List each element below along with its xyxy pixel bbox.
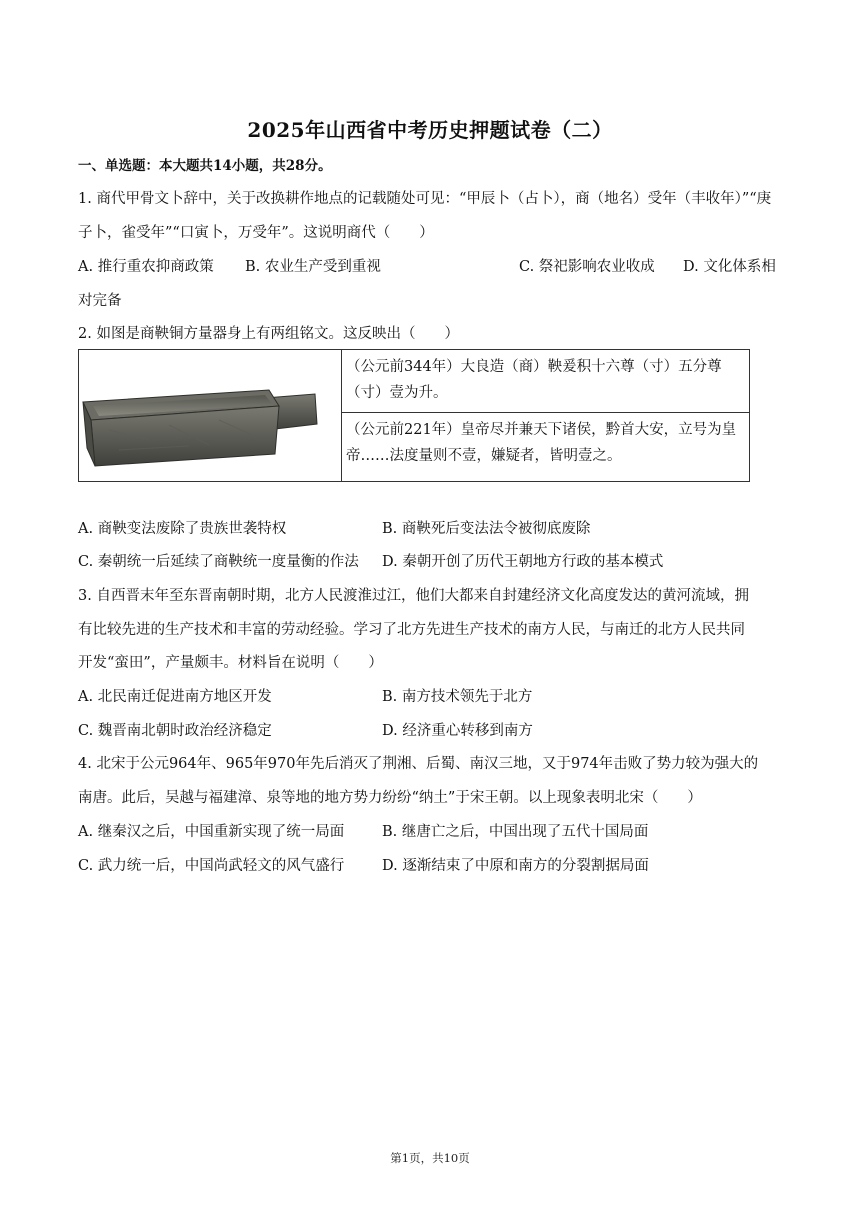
q3-option-b: B. 南方技术领先于北方 (382, 689, 533, 705)
q3-option-d: D. 经济重心转移到南方 (382, 723, 533, 739)
bronze-measure-picture (79, 350, 341, 477)
q4-option-c: C. 武力统一后，中国尚武轻文的风气盛行 (78, 858, 345, 874)
q1-option-b: B. 农业生产受到重视 (245, 259, 381, 275)
q3-option-a: A. 北民南迁促进南方地区开发 (78, 689, 272, 705)
q1-option-c: C. 祭祀影响农业收成 (519, 259, 655, 275)
q2-option-c: C. 秦朝统一后延续了商鞅统一度量衡的作法 (78, 554, 359, 570)
q4-stem-line2: 南唐。此后，吴越与福建漳、泉等地的地方势力纷纷“纳土”于宋王朝。以上现象表明北宋（ ） (78, 790, 702, 806)
q3-stem-line1: 3. 自西晋末年至东晋南朝时期，北方人民渡淮过江，他们大都来自封建经济文化高度发达的黄河流域，拥 (78, 588, 749, 604)
q3-stem-line3: 开发“蛮田”，产量颇丰。材料旨在说明（ ） (78, 655, 383, 671)
q2-option-a: A. 商鞅变法废除了贵族世袭特权 (78, 521, 287, 537)
q4-option-d: D. 逐渐结束了中原和南方的分裂割据局面 (382, 858, 649, 874)
q2-material-table (78, 349, 750, 482)
q2-option-d: D. 秦朝开创了历代王朝地方行政的基本模式 (382, 554, 664, 570)
q1-option-d-cont: 对完备 (78, 293, 122, 309)
inscription-1: （公元前344年）大良造（商）鞅爰积十六尊（寸）五分尊（寸）壹为升。 (342, 350, 750, 413)
q1-stem-line2: 子卜，雀受年”“口寅卜，万受年”。这说明商代（ ） (78, 225, 434, 241)
section-heading: 一、单选题：本大题共14小题，共28分。 (78, 158, 332, 174)
q2-option-b: B. 商鞅死后变法法令被彻底废除 (382, 521, 591, 537)
q1-stem-line1: 1. 商代甲骨文卜辞中，关于改换耕作地点的记载随处可见：“甲辰卜（占卜），商（地名）受年（丰收年）”“庚 (78, 191, 772, 207)
page-footer: 第1页，共10页 (390, 1151, 470, 1165)
bronze-measure-image (79, 350, 342, 482)
q3-option-c: C. 魏晋南北朝时政治经济稳定 (78, 723, 272, 739)
q3-stem-line2: 有比较先进的生产技术和丰富的劳动经验。学习了北方先进生产技术的南方人民，与南迁的北方人民共同 (78, 622, 745, 638)
exam-title: 2025年山西省中考历史押题试卷（二） (247, 118, 613, 142)
q4-stem-line1: 4. 北宋于公元964年、965年970年先后消灭了荆湘、后蜀、南汉三地，又于974年击败了势力较为强大的 (78, 756, 759, 772)
q2-stem: 2. 如图是商鞅铜方量器身上有两组铭文。这反映出（ ） (78, 326, 459, 342)
inscription-2: （公元前221年）皇帝尽并兼天下诸侯，黔首大安，立号为皇帝……法度量则不壹，嫌疑者，皆明壹之。 (342, 413, 750, 482)
q4-option-a: A. 继秦汉之后，中国重新实现了统一局面 (78, 824, 345, 840)
q4-option-b: B. 继唐亡之后，中国出现了五代十国局面 (382, 824, 649, 840)
q1-option-d: D. 文化体系相 (683, 259, 776, 275)
q1-option-a: A. 推行重农抑商政策 (78, 259, 214, 275)
